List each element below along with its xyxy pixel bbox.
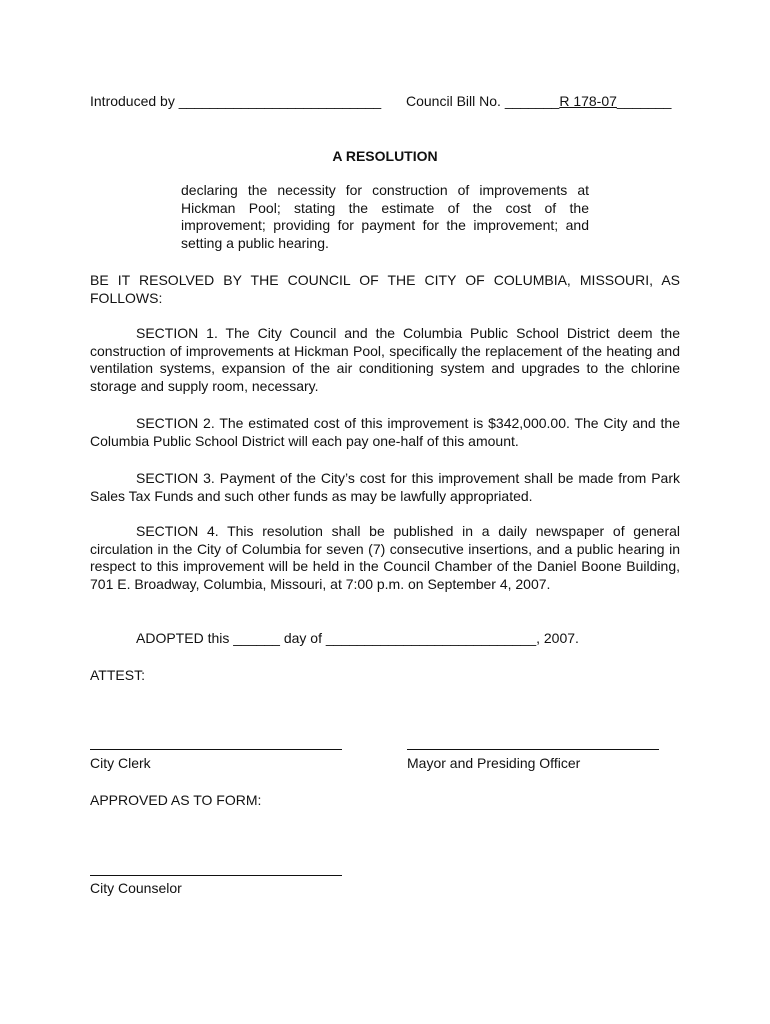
city-counselor-label: City Counselor [90,880,182,896]
attest-label: ATTEST: [90,667,145,683]
council-bill-number: R 178-07 [559,93,617,109]
city-counselor-signature-line [90,875,342,876]
approved-as-to-form-label: APPROVED AS TO FORM: [90,792,262,808]
mayor-signature-line [407,749,659,750]
resolved-clause: BE IT RESOLVED BY THE COUNCIL OF THE CITY OF COLUMBIA, MISSOURI, AS FOLLOWS: [90,272,680,306]
section-4: SECTION 4. This resolution shall be published in a daily newspaper of general circulation in the City of Columbia for seven (7) consecutive insertions, and a public hearing in respect to this improvement will be held in the Council Chamber of the Daniel Boone Building, 701 E. Broadway, Columbia, Missouri, at 7:00 p.m. on September 4, 2007. [90,523,680,592]
council-bill-field [406,93,671,109]
introduced-by-field: Introduced by __________________________ [90,93,382,109]
council-bill-trail: _______ [616,93,672,109]
document-title: A RESOLUTION [332,148,438,164]
section-3: SECTION 3. Payment of the City’s cost for this improvement shall be made from Park Sales Tax Funds and such other funds as may be lawfully appropriated. [90,470,680,504]
section-1: SECTION 1. The City Council and the Columbia Public School District deem the construction of improvements at Hickman Pool, specifically the replacement of the heating and ventilation systems, expansion of the air conditioning system and upgrades to the chlorine storage and supply room, necessary. [90,325,680,394]
section-2: SECTION 2. The estimated cost of this improvement is $342,000.00. The City and the Columbia Public School District will each pay one-half of this amount. [90,415,680,449]
resolution-description: declaring the necessity for construction of improvements at Hickman Pool; stating the estimate of the cost of the improvement; providing for payment for the improvement; and setting a public hearing. [181,182,589,251]
city-clerk-label: City Clerk [90,755,151,771]
header-line [90,93,682,113]
city-clerk-signature-line [90,749,342,750]
mayor-label: Mayor and Presiding Officer [407,755,581,771]
adopted-line: ADOPTED this ______ day of ___________________________, 2007. [136,630,579,646]
council-bill-label: Council Bill No. _______ [406,93,560,109]
